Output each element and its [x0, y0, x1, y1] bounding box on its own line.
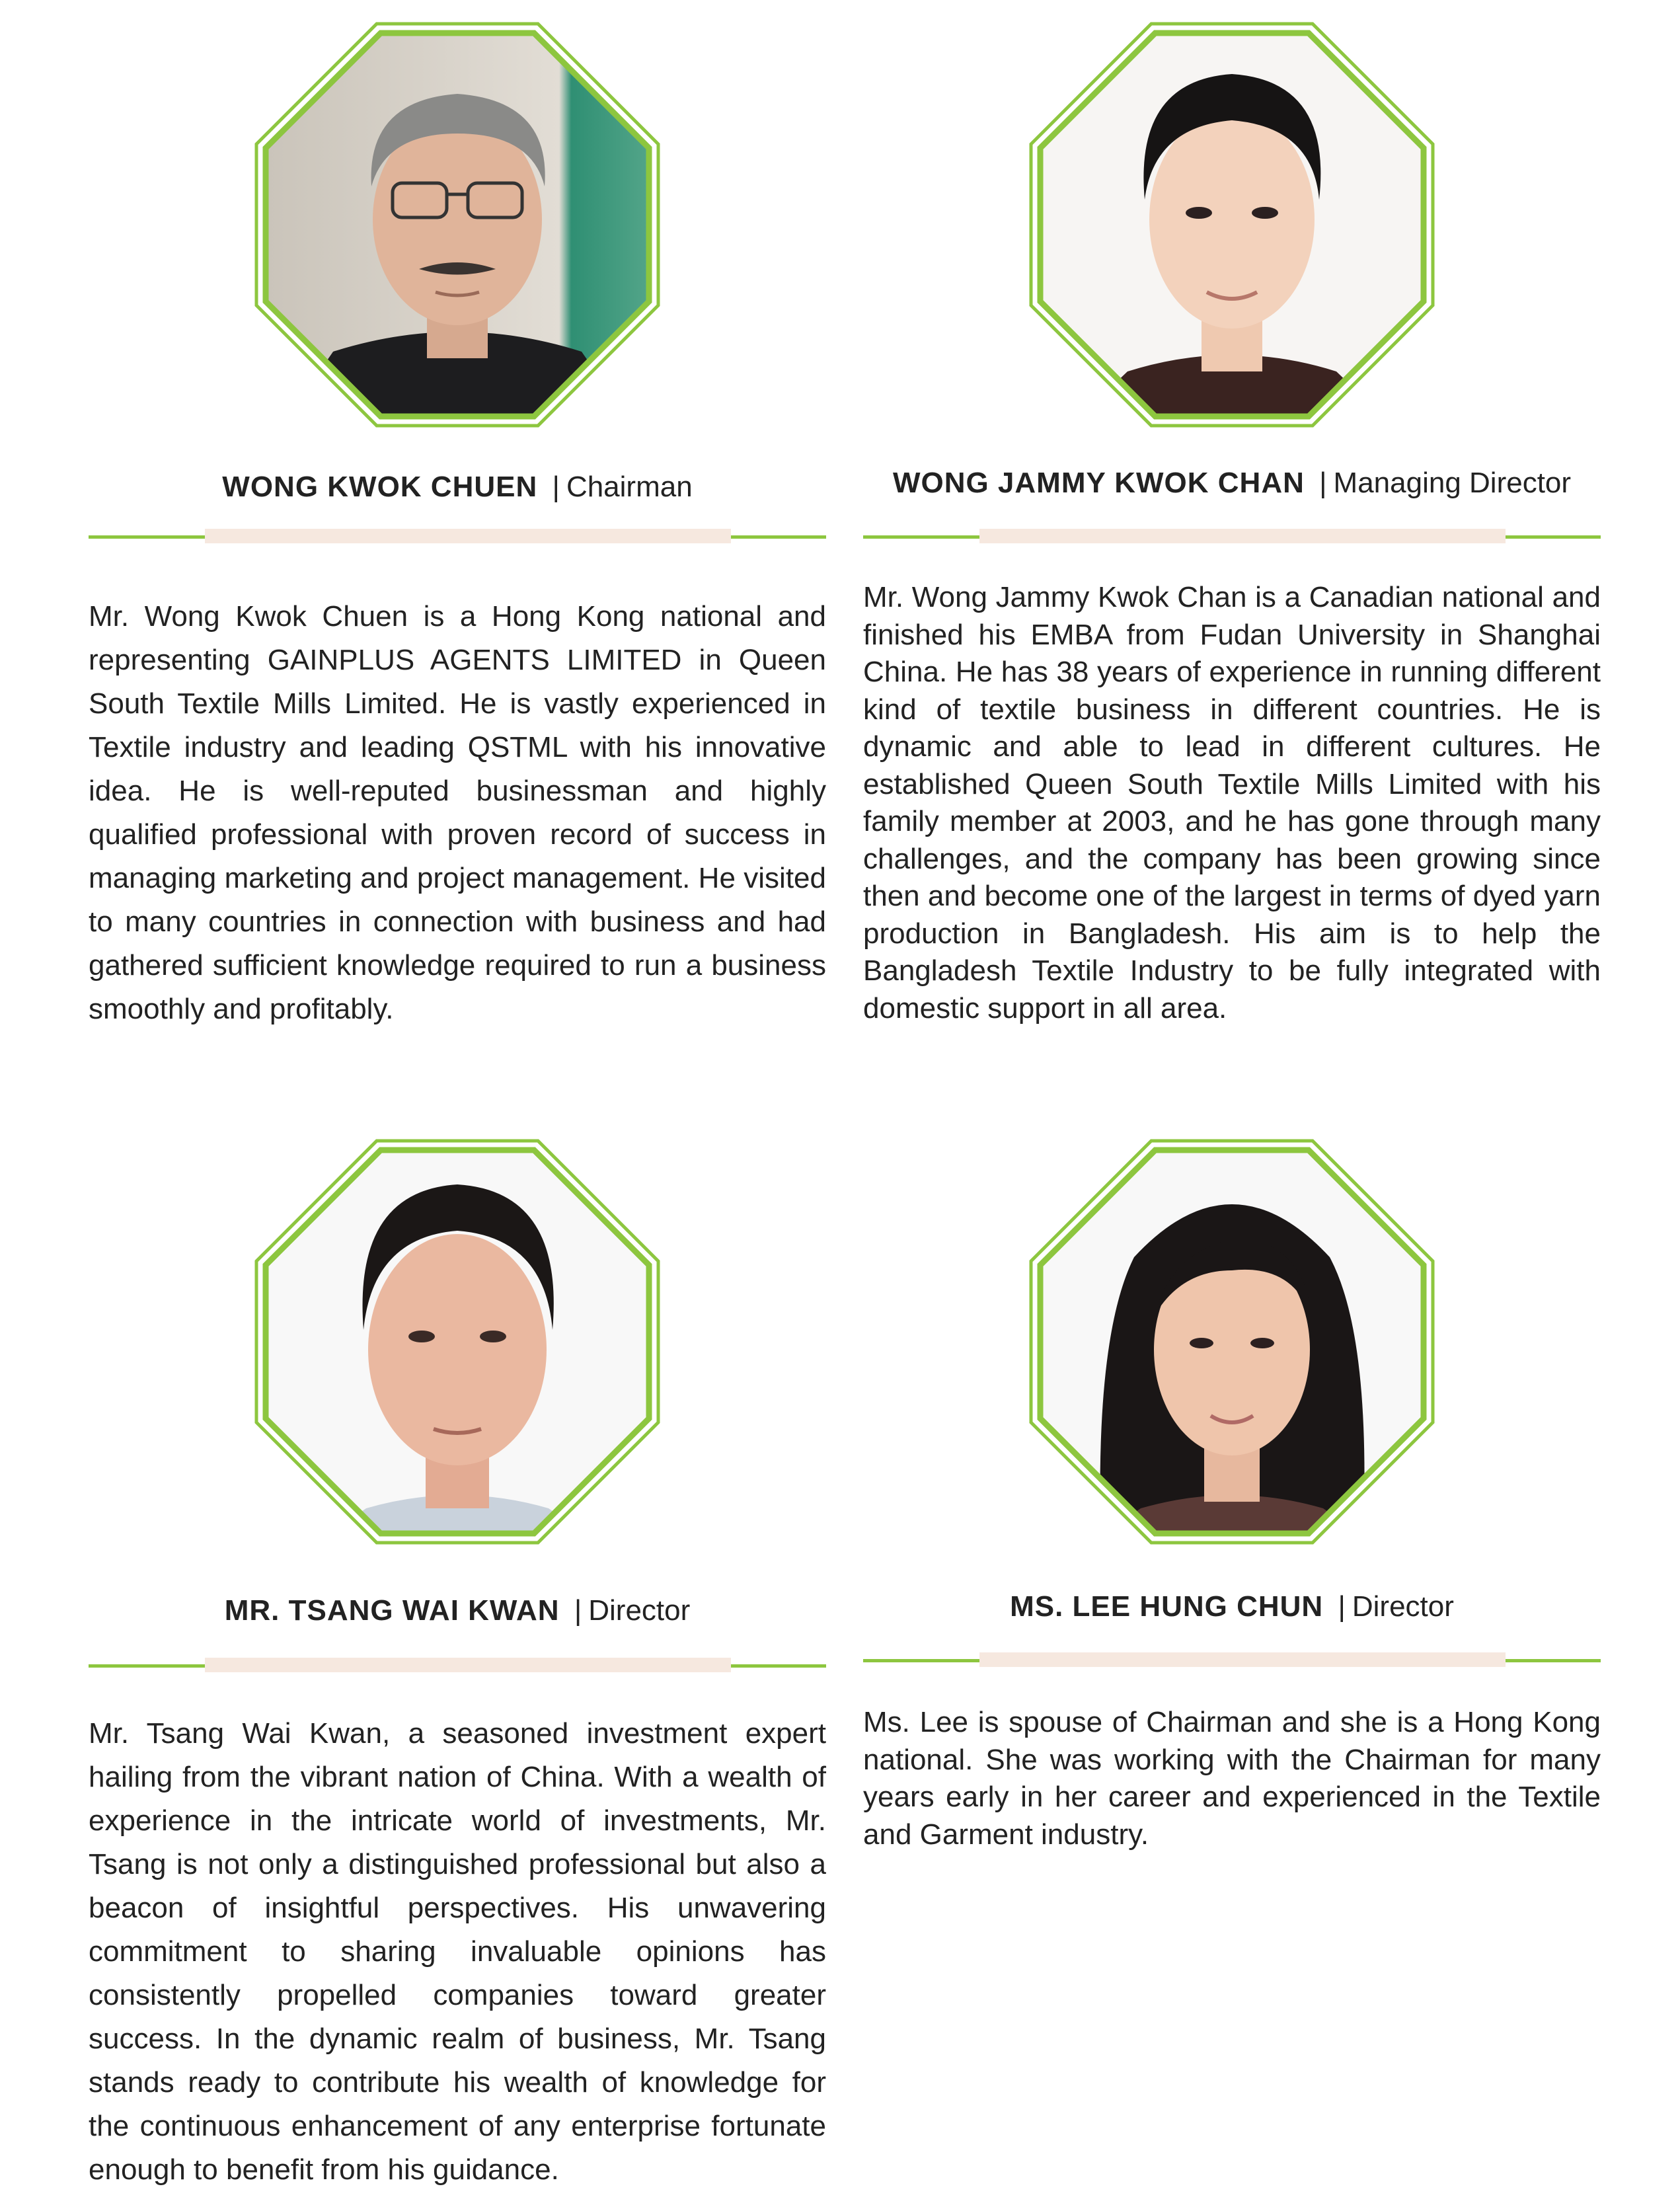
portrait-photo: [254, 1138, 661, 1545]
name-separator: |: [1319, 467, 1327, 499]
name-title-line: [863, 1590, 1601, 1623]
person-name: MS. LEE HUNG CHUN: [1010, 1590, 1324, 1623]
divider-highlight-band: [205, 529, 731, 543]
portrait-photo: [254, 21, 661, 428]
divider-highlight-band: [979, 529, 1506, 543]
name-title-line: [89, 1594, 826, 1627]
name-title-line: [89, 471, 826, 504]
person-name: MR. TSANG WAI KWAN: [224, 1594, 560, 1627]
person-bio: Mr. Wong Kwok Chuen is a Hong Kong national and representing GAINPLUS AGENTS LIMITED in Queen South Textile Mills Limited. He is vastly experienced in Textile industry and leading QSTML with his innovative idea. He is well-reputed businessman and highly qualified professional with proven record of success in managing marketing and project management. He visited to many countries in connection with business and had gathered sufficient knowledge required to run a business smoothly and profitably.: [89, 600, 826, 1025]
person-role: Director: [1352, 1590, 1454, 1623]
portrait-wong-kwok-chuen: [254, 21, 661, 428]
portrait-tsang-wai-kwan: [254, 1138, 661, 1545]
divider-highlight-band: [979, 1652, 1506, 1667]
person-bio: Mr. Tsang Wai Kwan, a seasoned investment expert hailing from the vibrant nation of China. With a wealth of experience in the intricate world of investments, Mr. Tsang is not only a distinguished professional but also a beacon of insightful perspectives. His unwavering commitment to sharing invaluable opinions has consistently propelled companies toward greater success. In the dynamic realm of business, Mr. Tsang stands ready to contribute his wealth of knowledge for the continuous enhancement of any enterprise fortunate enough to benefit from his guidance.: [89, 1717, 826, 2186]
name-title-line: [863, 467, 1601, 500]
portrait-photo: [1028, 21, 1435, 428]
portrait-photo: [1028, 1138, 1435, 1545]
person-role: Director: [588, 1594, 691, 1627]
portrait-lee-hung-chun: [1028, 1138, 1435, 1545]
person-name: WONG JAMMY KWOK CHAN: [892, 467, 1305, 499]
divider-highlight-band: [205, 1658, 731, 1672]
name-separator: |: [552, 471, 560, 503]
person-role: Chairman: [566, 471, 693, 503]
portrait-wong-jammy-kwok-chan: [1028, 21, 1435, 428]
person-bio: Ms. Lee is spouse of Chairman and she is a Hong Kong national. She was working with the Chairman for many years early in her career and experienced in the Textile and Garment industry.: [863, 1706, 1601, 1851]
person-role: Managing Director: [1333, 467, 1572, 499]
name-separator: |: [574, 1594, 582, 1627]
person-name: WONG KWOK CHUEN: [222, 471, 538, 503]
person-bio: Mr. Wong Jammy Kwok Chan is a Canadian national and finished his EMBA from Fudan University in Shanghai China. He has 38 years of experience in running different kind of textile business in different countries. He is dynamic and able to lead in different cultures. He established Queen South Textile Mills Limited with his family member at 2003, and he has gone through many challenges, and the company has been growing since then and become one of the largest in terms of dyed yarn production in Bangladesh. His aim is to help the Bangladesh Textile Industry to be fully integrated with domestic support in all area.: [863, 581, 1601, 1024]
name-separator: |: [1338, 1590, 1346, 1623]
